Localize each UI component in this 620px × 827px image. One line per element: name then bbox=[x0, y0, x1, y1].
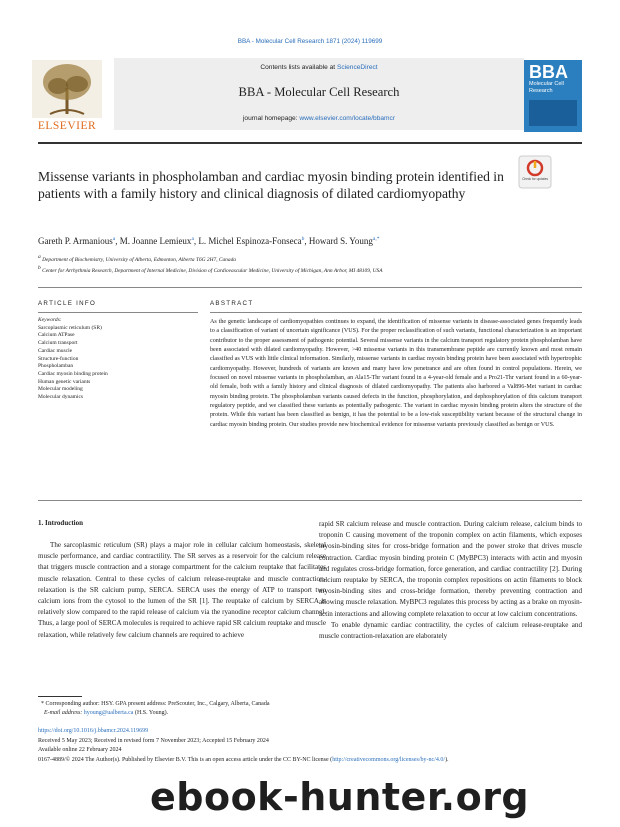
license-link[interactable]: http://creativecommons.org/licenses/by-nc/4.0/ bbox=[332, 756, 446, 763]
affiliation-mark: a bbox=[38, 254, 41, 260]
section-heading: 1. Introduction bbox=[38, 519, 83, 527]
running-head[interactable]: BBA - Molecular Cell Research 1871 (2024) 119699 bbox=[237, 38, 383, 45]
paragraph: To enable dynamic cardiac contractility, the cycles of calcium release-reuptake and muscle contraction-relaxation are elaborately bbox=[319, 620, 582, 641]
affiliation bbox=[38, 264, 588, 275]
author-name[interactable]: L. Michel Espinoza-Fonseca bbox=[198, 236, 302, 246]
contents-prefix: Contents lists available at bbox=[260, 64, 337, 71]
affiliation bbox=[38, 253, 588, 264]
license-note bbox=[38, 756, 586, 766]
affiliation-text: Center for Arrhythmia Research, Department of Internal Medicine, Division of Cardiovascular Medicine, University of Michigan, Ann Arbor, MI 48109, USA bbox=[42, 268, 383, 275]
paragraph: rapid SR calcium release and muscle contraction. During calcium release, calcium binds to troponin C causing movement of the troponin complex on actin filaments, which exposes myosin-binding sites for cross-bridge formation and the power stroke that drives muscle contraction. Cardiac myosin binding protein C (MyBPC3) interacts with actin and myosin and regulates cross-bridge formation, force generation, and cardiac contractility [2]. During calcium reuptake by SERCA, the troponin complex repositions on actin filaments to block myosin-binding sites and cross-bridge formation, thereby preventing contraction and allowing muscle relaxation. MyBPC3 regulates this process by acting as a brake on myosin-actin interactions and allowing complete relaxation to occur at low calcium concentrations. bbox=[319, 520, 582, 618]
affiliations bbox=[38, 253, 588, 276]
paragraph: The sarcoplasmic reticulum (SR) plays a major role in cellular calcium homeostasis, skeletal muscle performance, and cardiac contractility. The SR serves as a reservoir for the calcium release that triggers muscle contraction and a storage compartment for the calcium reuptake that facilitates muscle relaxation. Central to these cycles of calcium release-reuptake and muscle contraction-relaxation is the SR calcium pump, SERCA. SERCA uses the energy of ATP to transport two calcium ions from the cytosol to the lumen of the SR [1]. The reuptake of calcium by SERCA is relatively slow compared to the rapid release of calcium via the ryanodine receptor calcium channel. Thus, a large pool of SERCA molecules is required to achieve rapid SR calcium reuptake and muscle relaxation, while relatively few calcium channels are required to achieve bbox=[38, 541, 326, 639]
affiliation-text: Department of Biochemistry, University of Alberta, Edmonton, Alberta T6G 2H7, Canada bbox=[42, 256, 236, 263]
author-name[interactable]: Gareth P. Armanious bbox=[38, 236, 113, 246]
cover-subtitle-2: Research bbox=[529, 88, 553, 94]
elsevier-logo bbox=[30, 58, 104, 134]
keyword: Structure-function bbox=[38, 355, 79, 362]
cover-subtitle-1: Molecular Cell bbox=[529, 81, 564, 87]
contents-line bbox=[114, 64, 524, 71]
body-column-left bbox=[38, 540, 326, 641]
email-link[interactable]: hyoung@ualberta.ca bbox=[83, 710, 134, 716]
affiliation-mark: b bbox=[38, 265, 41, 272]
keyword: Cardiac muscle bbox=[38, 347, 73, 354]
email-suffix: (H.S. Young). bbox=[133, 710, 169, 716]
publisher-name: ELSEVIER bbox=[37, 120, 97, 132]
author-name[interactable]: Howard S. Young bbox=[308, 236, 373, 246]
author-affil-mark[interactable]: b bbox=[301, 236, 305, 242]
corresponding-author-note: * Corresponding author: HSY. GPA present address: PreScouter, Inc., Calgary, Alberta, Canada bbox=[38, 701, 270, 707]
keywords-block bbox=[38, 317, 198, 402]
author-affil-mark[interactable]: a bbox=[191, 236, 194, 242]
check-for-updates-button[interactable] bbox=[518, 155, 552, 189]
divider bbox=[38, 500, 582, 501]
author-affil-mark[interactable]: a bbox=[112, 236, 116, 242]
email-label: E-mail address: bbox=[44, 710, 84, 716]
article-footer bbox=[38, 727, 586, 765]
license-text: 0167-4889/© 2024 The Author(s). Published by Elsevier B.V. This is an open access article under the CC BY-NC license ( bbox=[38, 756, 333, 763]
journal-title: BBA - Molecular Cell Research bbox=[238, 85, 400, 99]
keyword: Calcium ATPase bbox=[38, 332, 75, 339]
cover-image bbox=[529, 100, 577, 126]
body-column-right bbox=[319, 519, 582, 642]
divider bbox=[38, 287, 582, 288]
abstract-text: As the genetic landscape of cardiomyopathies continues to expand, the identification of missense variants in disease-associated genes frequently leads to a classification of variant of uncertain significance (VUS). For the proper reclassification of such variants, functional characterization is an important contributor to the proper assessment of pathogenic potential. Several missense variants in the calcium transport regulatory protein phospholamban have been associated with dilated cardiomyopathy. However, >40 missense variants in this transmembrane peptide are currently known and most remain classified as VUS with little clinical information. Similarly, missense variants in cardiac myosin binding protein have been associated with hypertrophic cardiomyopathy. However, hundreds of variants are known and many have low penetrance and are often found in control populations. Herein, we focused on novel missense variants in phospholamban, an Ala15-Thr variant found in a 4-year-old female and a Pro21-Thr variant found in a 60-year-old female, both with a family history and clinical diagnosis of dilated cardiomyopathy. The patients also harbored a Val896-Met variant in cardiac myosin binding protein. The phospholamban variants caused defects in the function, phosphorylation, and dephosphorylation of this calcium transport regulatory peptide, and we classified these variants as potentially pathogenic. The variant in cardiac myosin binding protein alters the structure of the protein. While this variant has been classified as benign, it has the potential to be a low-risk susceptibility variant because of the structural change in cardiac myosin binding protein. Our studies provide new biochemical evidence for missense variants previously classified as benign or VUS. bbox=[210, 319, 582, 428]
header-rule bbox=[38, 142, 582, 144]
article-info-heading: ARTICLE INFO bbox=[38, 300, 97, 307]
author-affil-mark[interactable]: a,* bbox=[372, 236, 380, 242]
abstract-heading: ABSTRACT bbox=[210, 300, 254, 307]
received-dates: Received 5 May 2023; Received in revised form 7 November 2023; Accepted 15 February 2024 bbox=[38, 737, 269, 744]
keyword: Molecular modeling bbox=[38, 386, 83, 393]
homepage-link[interactable]: www.elsevier.com/locate/bbamcr bbox=[299, 115, 396, 122]
keyword: Calcium transport bbox=[38, 340, 78, 347]
keyword: Cardiac myosin binding protein bbox=[38, 370, 108, 377]
cover-title: BBA bbox=[529, 62, 568, 82]
journal-header bbox=[30, 58, 586, 138]
homepage-line bbox=[114, 115, 524, 122]
keyword: Phospholamban bbox=[38, 363, 74, 370]
available-online: Available online 22 February 2024 bbox=[38, 747, 122, 754]
keyword: Sarcoplasmic reticulum (SR) bbox=[38, 324, 102, 331]
divider bbox=[38, 312, 198, 313]
footnote-text: Corresponding author: HSY. GPA present address: PreScouter, Inc., Calgary, Alberta, Canada bbox=[45, 701, 270, 707]
footnote-rule bbox=[38, 696, 82, 697]
author-name[interactable]: M. Joanne Lemieux bbox=[119, 236, 192, 246]
check-updates-label: Check for updates bbox=[522, 177, 548, 181]
watermark: ebook-hunter.org bbox=[150, 775, 530, 819]
masthead bbox=[114, 58, 524, 130]
keyword: Molecular dynamics bbox=[38, 394, 84, 401]
keywords-label: Keywords: bbox=[38, 317, 62, 323]
article-title: Missense variants in phospholamban and cardiac myosin binding protein identified in patients with a family history and clinical diagnosis of dilated cardiomyopathy bbox=[38, 169, 504, 201]
author-list: Gareth P. Armanious$^a$, M. Joanne Lemieux$^a$, L. Michel Espinoza-Fonseca$^b$, Howard S. Young$^{a,*}$ bbox=[38, 236, 380, 246]
doi-link[interactable]: https://doi.org/10.1016/j.bbamcr.2024.119699 bbox=[38, 728, 149, 734]
journal-cover bbox=[524, 60, 582, 132]
keyword: Human genetic variants bbox=[38, 378, 91, 385]
check-updates-icon bbox=[518, 155, 552, 189]
divider bbox=[210, 312, 582, 313]
footnotes bbox=[38, 700, 578, 718]
sciencedirect-link[interactable]: ScienceDirect bbox=[336, 64, 378, 71]
homepage-prefix: journal homepage: bbox=[242, 115, 300, 122]
email-note bbox=[38, 709, 578, 718]
license-end: ). bbox=[445, 756, 449, 763]
